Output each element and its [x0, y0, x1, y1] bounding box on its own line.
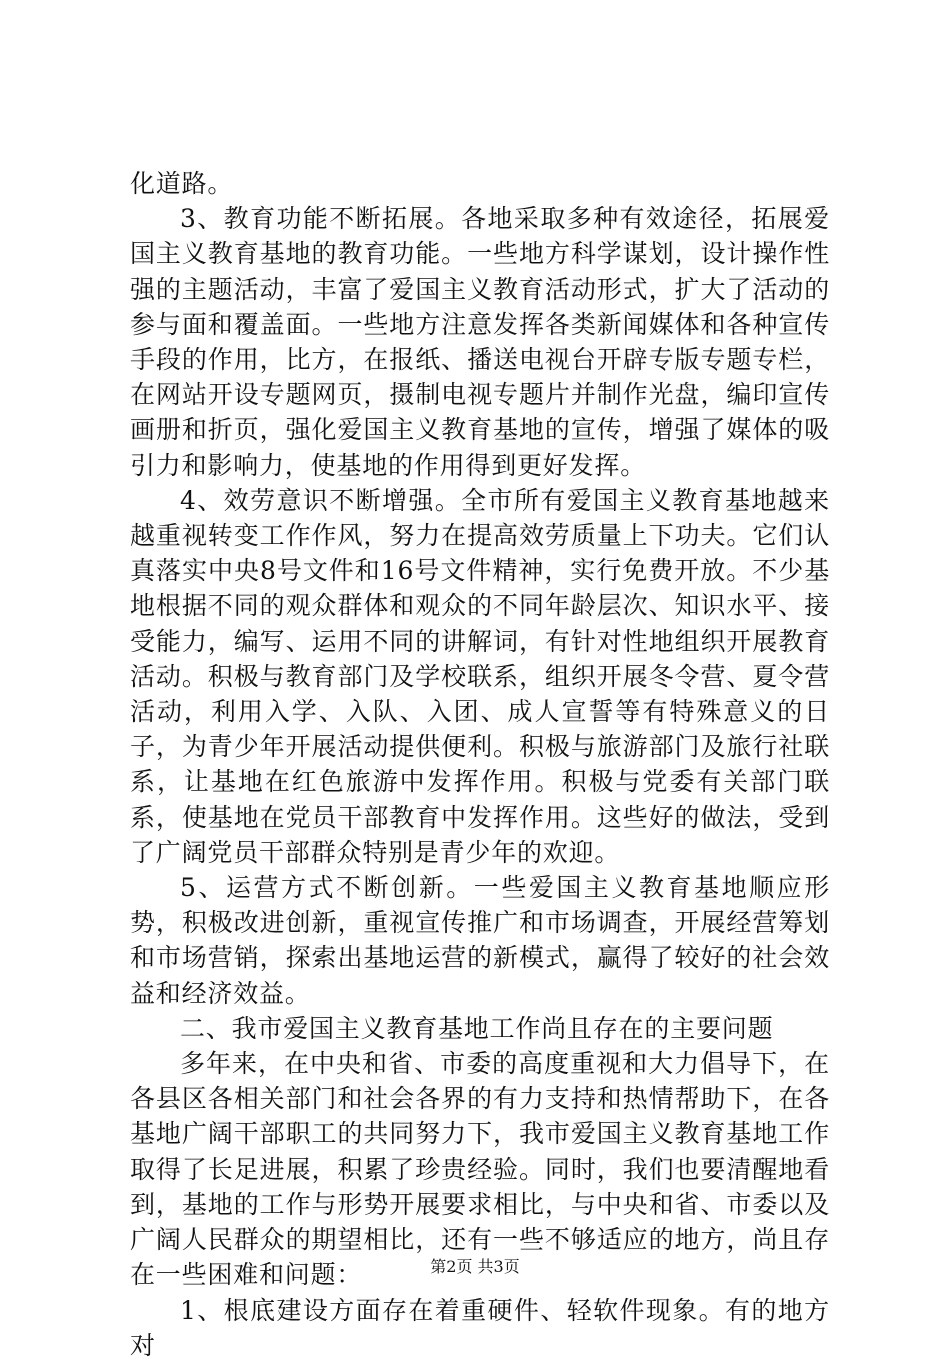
section-heading-problems: 二、我市爱国主义教育基地工作尚且存在的主要问题: [180, 1013, 774, 1043]
paragraph-continuation: 化道路。: [130, 169, 234, 198]
paragraph-operation-innovation: 5、运营方式不断创新。一些爱国主义教育基地顺应形势，积极改进创新，重视宣传推广和市场调查，开展经营筹划和市场营销，探索出基地运营的新模式，赢得了较好的社会效益和经济效益。: [130, 873, 830, 1008]
paragraph-service-awareness: 4、效劳意识不断增强。全市所有爱国主义教育基地越来越重视转变工作作风，努力在提高效劳质量上下功夫。它们认真落实中央8号文件和16号文件精神，实行免费开放。不少基地根据不同的观众群体和观众的不同年龄层次、知识水平、接受能力，编写、运用不同的讲解词，有针对性地组织开展教育活动。积极与教育部门及学校联系，组织开展冬令营、夏令营活动，利用入学、入队、入团、成人宣誓等有特殊意义的日子，为青少年开展活动提供便利。积极与旅游部门及旅行社联系，让基地在红色旅游中发挥作用。积极与党委有关部门联系，使基地在党员干部教育中发挥作用。这些好的做法，受到了广阔党员干部群众特别是青少年的欢迎。: [130, 485, 830, 867]
paragraph-education-function: 3、教育功能不断拓展。各地采取多种有效途径，拓展爱国主义教育基地的教育功能。一些地方科学谋划，设计操作性强的主题活动，丰富了爱国主义教育活动形式，扩大了活动的参与面和覆盖面。一些地方注意发挥各类新闻媒体和各种宣传手段的作用，比方，在报纸、播送电视台开辟专版专题专栏，在网站开设专题网页，摄制电视专题片并制作光盘，编印宣传画册和折页，强化爱国主义教育基地的宣传，增强了媒体的吸引力和影响力，使基地的作用得到更好发挥。: [130, 204, 830, 480]
paragraph-overview: 多年来，在中央和省、市委的高度重视和大力倡导下，在各县区各相关部门和社会各界的有力支持和热情帮助下，在各基地广阔干部职工的共同努力下，我市爱国主义教育基地工作取得了长足进展，积累了珍贵经验。同时，我们也要清醒地看到，基地的工作与形势开展要求相比，与中央和省、市委以及广阔人民群众的期望相比，还有一些不够适应的地方，尚且存在一些困难和问题：: [130, 1049, 830, 1290]
document-body: [130, 166, 830, 1363]
page-number-footer: 第2页 共3页: [430, 1257, 520, 1276]
paragraph-infrastructure: 1、根底建设方面存在着重硬件、轻软件现象。有的地方对: [130, 1295, 830, 1360]
